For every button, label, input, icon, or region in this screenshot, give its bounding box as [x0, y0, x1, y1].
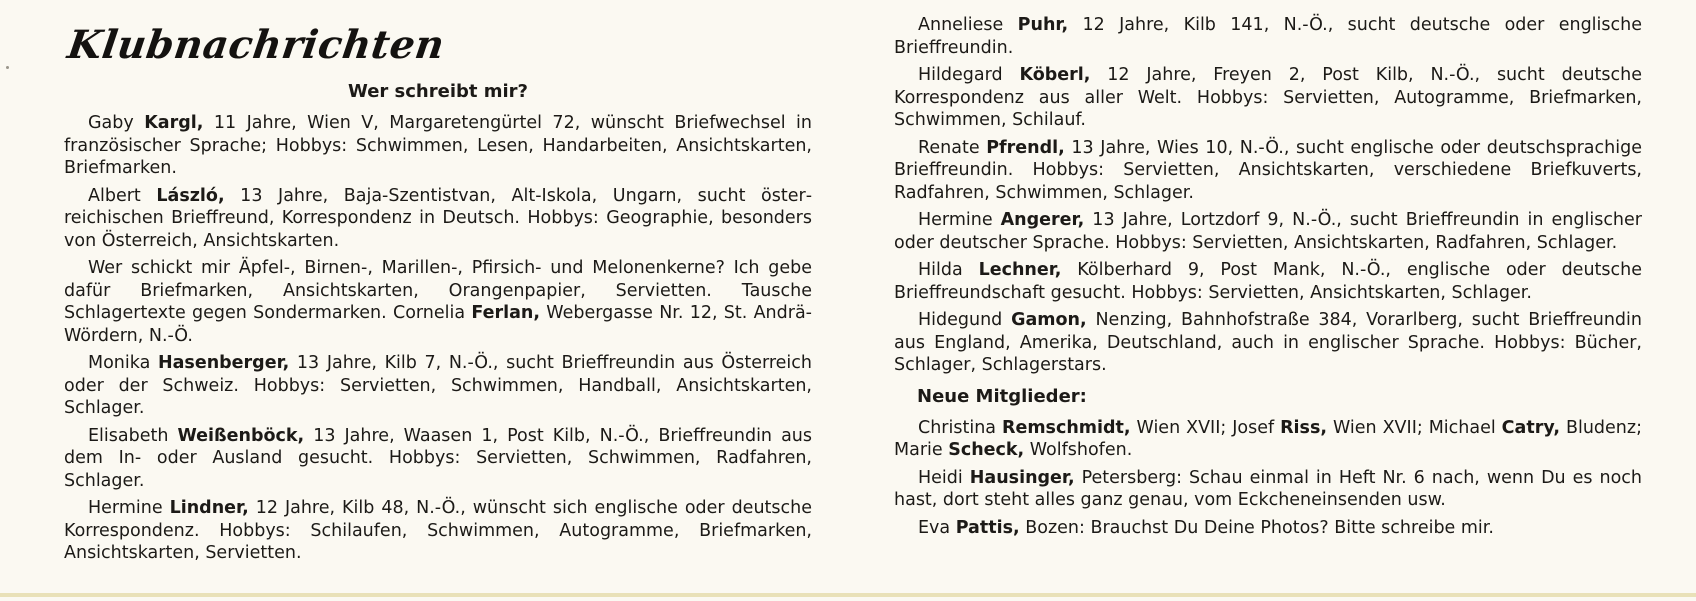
member-surname: Remschmidt,: [1001, 417, 1131, 438]
member-text: Wolfshofen.: [1024, 440, 1133, 460]
entry-first-name: Hermine: [88, 498, 170, 518]
list-item: [64, 257, 812, 347]
list-item: [894, 209, 1642, 254]
member-text: Wien XVII; Michael: [1327, 417, 1502, 438]
member-note: [894, 517, 1642, 540]
entry-surname: Lindner,: [169, 498, 249, 518]
member-first-name: Christina: [918, 417, 1002, 438]
list-item: [64, 425, 812, 493]
list-item: [894, 14, 1642, 59]
section-title: Klubnachrichten: [64, 22, 448, 68]
entry-text: 12 Jahre, Freyen 2, Post Kilb, N.-Ö., sucht deutsche Korrespondenz aus aller Welt. Hobbys: Servietten, Autogramme, Briefmarken, Schwimmen, Schilauf.: [894, 65, 1642, 130]
entry-first-name: Wer schickt mir Äpfel-, Birnen-, Marillen-, Pfirsich- und Melonenkerne? Ich gebe dafür Briefmarken, Ansichtskarten, Orangenpapier, Servietten. Tausche Schlagertexte gegen Sondermarken. Cornelia: [64, 258, 812, 323]
entry-surname: Kargl,: [144, 113, 204, 133]
entry-first-name: Albert: [88, 185, 157, 206]
list-item: [64, 112, 812, 180]
member-text: Bludenz; Marie: [894, 417, 1642, 460]
entry-surname: Angerer,: [1000, 210, 1085, 230]
entry-text: 13 Jahre, Waasen 1, Post Kilb, N.-Ö., Brieffreundin aus dem In- oder Ausland gesucht. Hobbys: Servietten, Schwimmen, Radfahren, Schlager.: [64, 425, 812, 491]
entry-surname: Hasenberger,: [157, 353, 290, 373]
entry-first-name: Gaby: [88, 113, 145, 133]
entry-surname: Ferlan,: [471, 303, 541, 323]
list-item: [894, 137, 1642, 205]
member-first-name: Eva: [918, 517, 956, 538]
entry-surname: Puhr,: [1017, 15, 1069, 35]
entry-text: Kölberhard 9, Post Mank, N.-Ö., englische oder deutsche Brieffreundschaft gesucht. Hobbys: Servietten, Ansichtskarten, Schlager.: [894, 260, 1642, 303]
member-text: Petersberg: Schau einmal in Heft Nr. 6 nach, wenn Du es noch hast, dort steht alles ganz genau, vom Eckcheneinsenden usw.: [894, 467, 1642, 510]
member-surname: Riss,: [1280, 417, 1328, 438]
entry-first-name: Elisabeth: [88, 425, 178, 446]
entry-surname: Weißenböck,: [177, 425, 305, 446]
entry-first-name: Monika: [88, 353, 158, 373]
left-entries: [64, 112, 812, 570]
page-bottom-edge: [0, 593, 1696, 597]
entry-text: Nenzing, Bahnhofstraße 384, Vorarlberg, sucht Brieffreundin aus England, Amerika, Deutschland, auch in englischer Sprache. Hobbys: Bücher, Schlager, Schlagerstars.: [894, 310, 1642, 375]
list-item: [64, 497, 812, 565]
list-item: [894, 64, 1642, 132]
entry-first-name: Anneliese: [918, 15, 1018, 35]
entry-first-name: Hilda: [918, 260, 979, 280]
entry-text: 12 Jahre, Kilb 48, N.-Ö., wünscht sich englische oder deutsche Korrespondenz. Hobbys: Schilaufen, Schwimmen, Autogramme, Briefmarken, Ansichtskarten, Servietten.: [64, 498, 812, 563]
member-surname: Pattis,: [955, 517, 1020, 538]
entry-surname: László,: [156, 185, 225, 206]
entry-first-name: Hidegund: [918, 310, 1012, 330]
entry-first-name: Renate: [918, 137, 987, 158]
entry-text: 13 Jahre, Baja-Szentistvan, Alt-Iskola, Ungarn, sucht österreichischen Brieffreund, Korrespondenz in Deutsch. Hobbys: Geographie, besonders von Österreich, Ansichtskarten.: [64, 185, 813, 251]
new-members-heading: Neue Mitglieder:: [917, 385, 1087, 407]
entry-text: 12 Jahre, Kilb 141, N.-Ö., sucht deutsche oder englische Brieffreundin.: [894, 15, 1643, 58]
entry-first-name: Hildegard: [918, 65, 1020, 85]
entry-surname: Pfrendl,: [986, 137, 1065, 158]
list-item: [894, 309, 1642, 377]
list-item: [894, 259, 1642, 304]
member-text: Bozen: Brauchst Du Deine Photos? Bitte schreibe mir.: [1019, 517, 1494, 538]
entry-text: Webergasse Nr. 12, St. Andrä-Wördern, N.-Ö.: [64, 303, 812, 346]
list-item: [64, 185, 812, 253]
new-members-list: [894, 417, 1642, 462]
subhead: Wer schreibt mir?: [347, 81, 529, 102]
member-text: Wien XVII; Josef: [1130, 417, 1281, 438]
entry-text: 13 Jahre, Wies 10, N.-Ö., sucht englische oder deutschsprachige Brieffreundin. Hobbys: Servietten, Ansichtskarten, verschiedene Briefkuverts, Radfahren, Schwimmen, Schlager.: [894, 137, 1642, 203]
entry-surname: Gamon,: [1011, 310, 1087, 330]
entry-surname: Lechner,: [978, 260, 1062, 280]
member-surname: Scheck,: [948, 440, 1025, 460]
entry-text: 13 Jahre, Lortzdorf 9, N.-Ö., sucht Brieffreundin in englischer oder deutscher Sprache. Hobbys: Servietten, Ansichtskarten, Radfahren, Schlager.: [894, 210, 1642, 253]
member-surname: Hausinger,: [969, 467, 1075, 488]
entry-text: 11 Jahre, Wien V, Margaretengürtel 72, wünscht Briefwechsel in französischer Sprache; Hobbys: Schwimmen, Lesen, Handarbeiten, Ansichtskarten, Briefmarken.: [64, 113, 813, 178]
entry-surname: Köberl,: [1019, 65, 1091, 85]
entry-text: 13 Jahre, Kilb 7, N.-Ö., sucht Brieffreundin aus Österreich oder der Schweiz. Hobbys: Servietten, Schwimmen, Handball, Ansichtskarten, Schlager.: [64, 353, 812, 418]
right-entries: [894, 14, 1642, 544]
print-speck: [6, 66, 9, 69]
entry-first-name: Hermine: [918, 210, 1001, 230]
member-first-name: Heidi: [918, 467, 970, 488]
list-item: [64, 352, 812, 420]
member-surname: Catry,: [1501, 417, 1561, 438]
member-note: [894, 467, 1642, 512]
